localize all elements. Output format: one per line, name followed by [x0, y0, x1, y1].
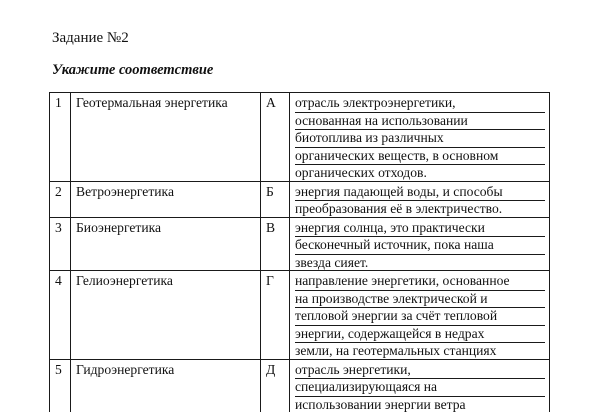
definition-line: использовании энергии ветра [295, 396, 466, 412]
instruction-heading: Укажите соответствие [52, 62, 214, 78]
energy-term: Гидроэнергетика [71, 359, 261, 412]
definition-letter: Б [261, 181, 290, 217]
definition-line: энергии, содержащейся в недрах [295, 325, 545, 344]
table-row [50, 181, 550, 217]
row-number: 2 [50, 181, 71, 217]
definition-line: биотоплива из различных [295, 129, 545, 148]
definition-line: органических веществ, в основном [295, 147, 545, 166]
definition-line: органических отходов. [295, 165, 427, 180]
row-number: 1 [50, 93, 71, 182]
matching-table [49, 92, 550, 412]
definition-cell [290, 359, 550, 412]
definition-line: основанная на использовании [295, 112, 545, 131]
row-number: 3 [50, 217, 71, 271]
table-row [50, 93, 550, 182]
definition-letter: Г [261, 271, 290, 360]
definition-line: бесконечный источник, пока наша [295, 236, 545, 255]
definition-line: тепловой энергии за счёт тепловой [295, 307, 545, 326]
energy-term: Ветроэнергетика [71, 181, 261, 217]
definition-cell [290, 93, 550, 182]
definition-cell [290, 271, 550, 360]
matching-table-body [50, 93, 550, 413]
table-row [50, 271, 550, 360]
definition-line: земли, на геотермальных станциях [295, 343, 497, 358]
definition-cell [290, 217, 550, 271]
definition-line: преобразования её в электричество. [295, 201, 503, 216]
definition-letter: Д [261, 359, 290, 412]
definition-cell [290, 181, 550, 217]
definition-line: звезда сияет. [295, 254, 369, 270]
energy-term: Геотермальная энергетика [71, 93, 261, 182]
definition-letter: А [261, 93, 290, 182]
energy-term: Гелиоэнергетика [71, 271, 261, 360]
energy-term: Биоэнергетика [71, 217, 261, 271]
definition-letter: В [261, 217, 290, 271]
task-title: Задание №2 [52, 30, 129, 46]
row-number: 4 [50, 271, 71, 360]
table-row [50, 359, 550, 412]
definition-line: энергия солнца, это практически [295, 219, 545, 238]
definition-line: отрасль электроэнергетики, [295, 94, 545, 113]
definition-line: специализирующаяся на [295, 378, 545, 397]
definition-line: энергия падающей воды, и способы [295, 183, 545, 202]
row-number: 5 [50, 359, 71, 412]
definition-line: направление энергетики, основанное [295, 272, 545, 291]
definition-line: на производстве электрической и [295, 290, 545, 309]
definition-line: отрасль энергетики, [295, 361, 545, 380]
table-row [50, 217, 550, 271]
